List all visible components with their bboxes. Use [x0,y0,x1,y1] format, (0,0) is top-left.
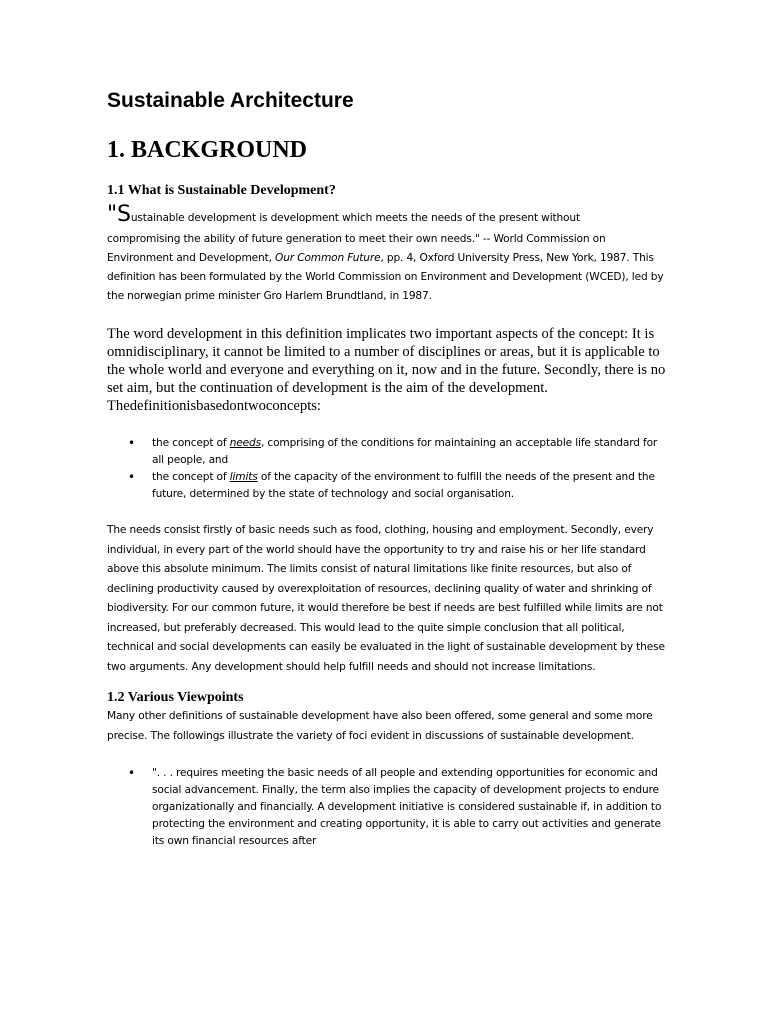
book-title: Our Common Future [275,252,381,264]
list-item-text: ". . . requires meeting the basic needs of all people and extending opportunities for economic and social advancement. Finally, the term also implies the capacity of development projects to endure organizationally and financially. A development initiative is considered sustainable if, in addition to protecting the environment and creating opportunity, it is able to carry out activities and generate its own financial resources after [152,767,662,847]
list-item-limits [107,469,667,503]
definition-quote-first-line [107,204,667,228]
term-limits: limits [229,471,258,483]
document-page [107,86,667,850]
bullet-icon: • [128,766,135,780]
subsection-heading-viewpoints: 1.2 Various Viewpoints [107,690,244,705]
list-item-text: , comprising of the conditions for maintaining an acceptable life standard for all people, and [152,437,658,466]
definition-quote-continuation [107,230,667,306]
concepts-list [107,435,667,503]
quote-rest-a: compromising the ability of future generation to meet their own needs." -- World Commission on Environment and Development, [107,233,606,264]
quote-rest-b: , pp. 4, Oxford University Press, New York, 1987. This definition has been formulated by the World Commission on Environment and Development (WCED), led by the norwegian prime minister Gro Harlem Brundtland, in 1987. [107,252,664,302]
quote-drop-letter: S [116,202,131,227]
bullet-icon: • [128,436,135,450]
paragraph-viewpoints: Many other definitions of sustainable development have also been offered, some general and some more precise. The followings illustrate the variety of foci evident in discussions of sustainable development. [107,710,653,742]
list-item-text: the concept of [152,437,230,449]
paragraph-development: The word development in this definition implicates two important aspects of the concept: It is omnidisciplinary, it cannot be limited to a number of disciplines or areas, but it is applicable to the whole world and everyone and everything on it, now and in the future. Secondly, there is no set aim, but the continuation of development is the aim of the development. Thedefinitionisbasedontwoconcepts: [107,326,666,414]
list-item-text: of the capacity of the environment to fulfill the needs of the present and the future, determined by the state of technology and social organisation. [152,471,655,500]
list-item-viewpoint [107,765,667,850]
term-needs: needs [229,437,261,449]
quote-line1: ustainable development is development which meets the needs of the present without [130,212,580,224]
bullet-icon: • [128,470,135,484]
list-item-needs [107,435,667,469]
list-item-text: the concept of [152,471,230,483]
subsection-heading-what-is-sd: 1.1 What is Sustainable Development? [107,183,336,198]
section-heading-background: 1. BACKGROUND [107,137,308,163]
document-title: Sustainable Architecture [107,89,354,112]
viewpoints-list [107,765,667,850]
paragraph-needs-limits: The needs consist firstly of basic needs such as food, clothing, housing and employment. Secondly, every individual, in every part of the world should have the opportunity to try and raise his or her life standard above this absolute minimum. The limits consist of natural limitations like finite resources, but also of declining productivity caused by overexploitation of resources, declining quality of water and shrinking of biodiversity. For our common future, it would therefore be best if needs are best fulfilled while limits are not increased, but preferably decreased. This would lead to the quite simple conclusion that all political, technical and social developments can easily be evaluated in the light of sustainable development by these two arguments. Any development should help fulfill needs and should not increase limitations. [107,524,665,673]
quote-open-mark: " [107,202,117,227]
